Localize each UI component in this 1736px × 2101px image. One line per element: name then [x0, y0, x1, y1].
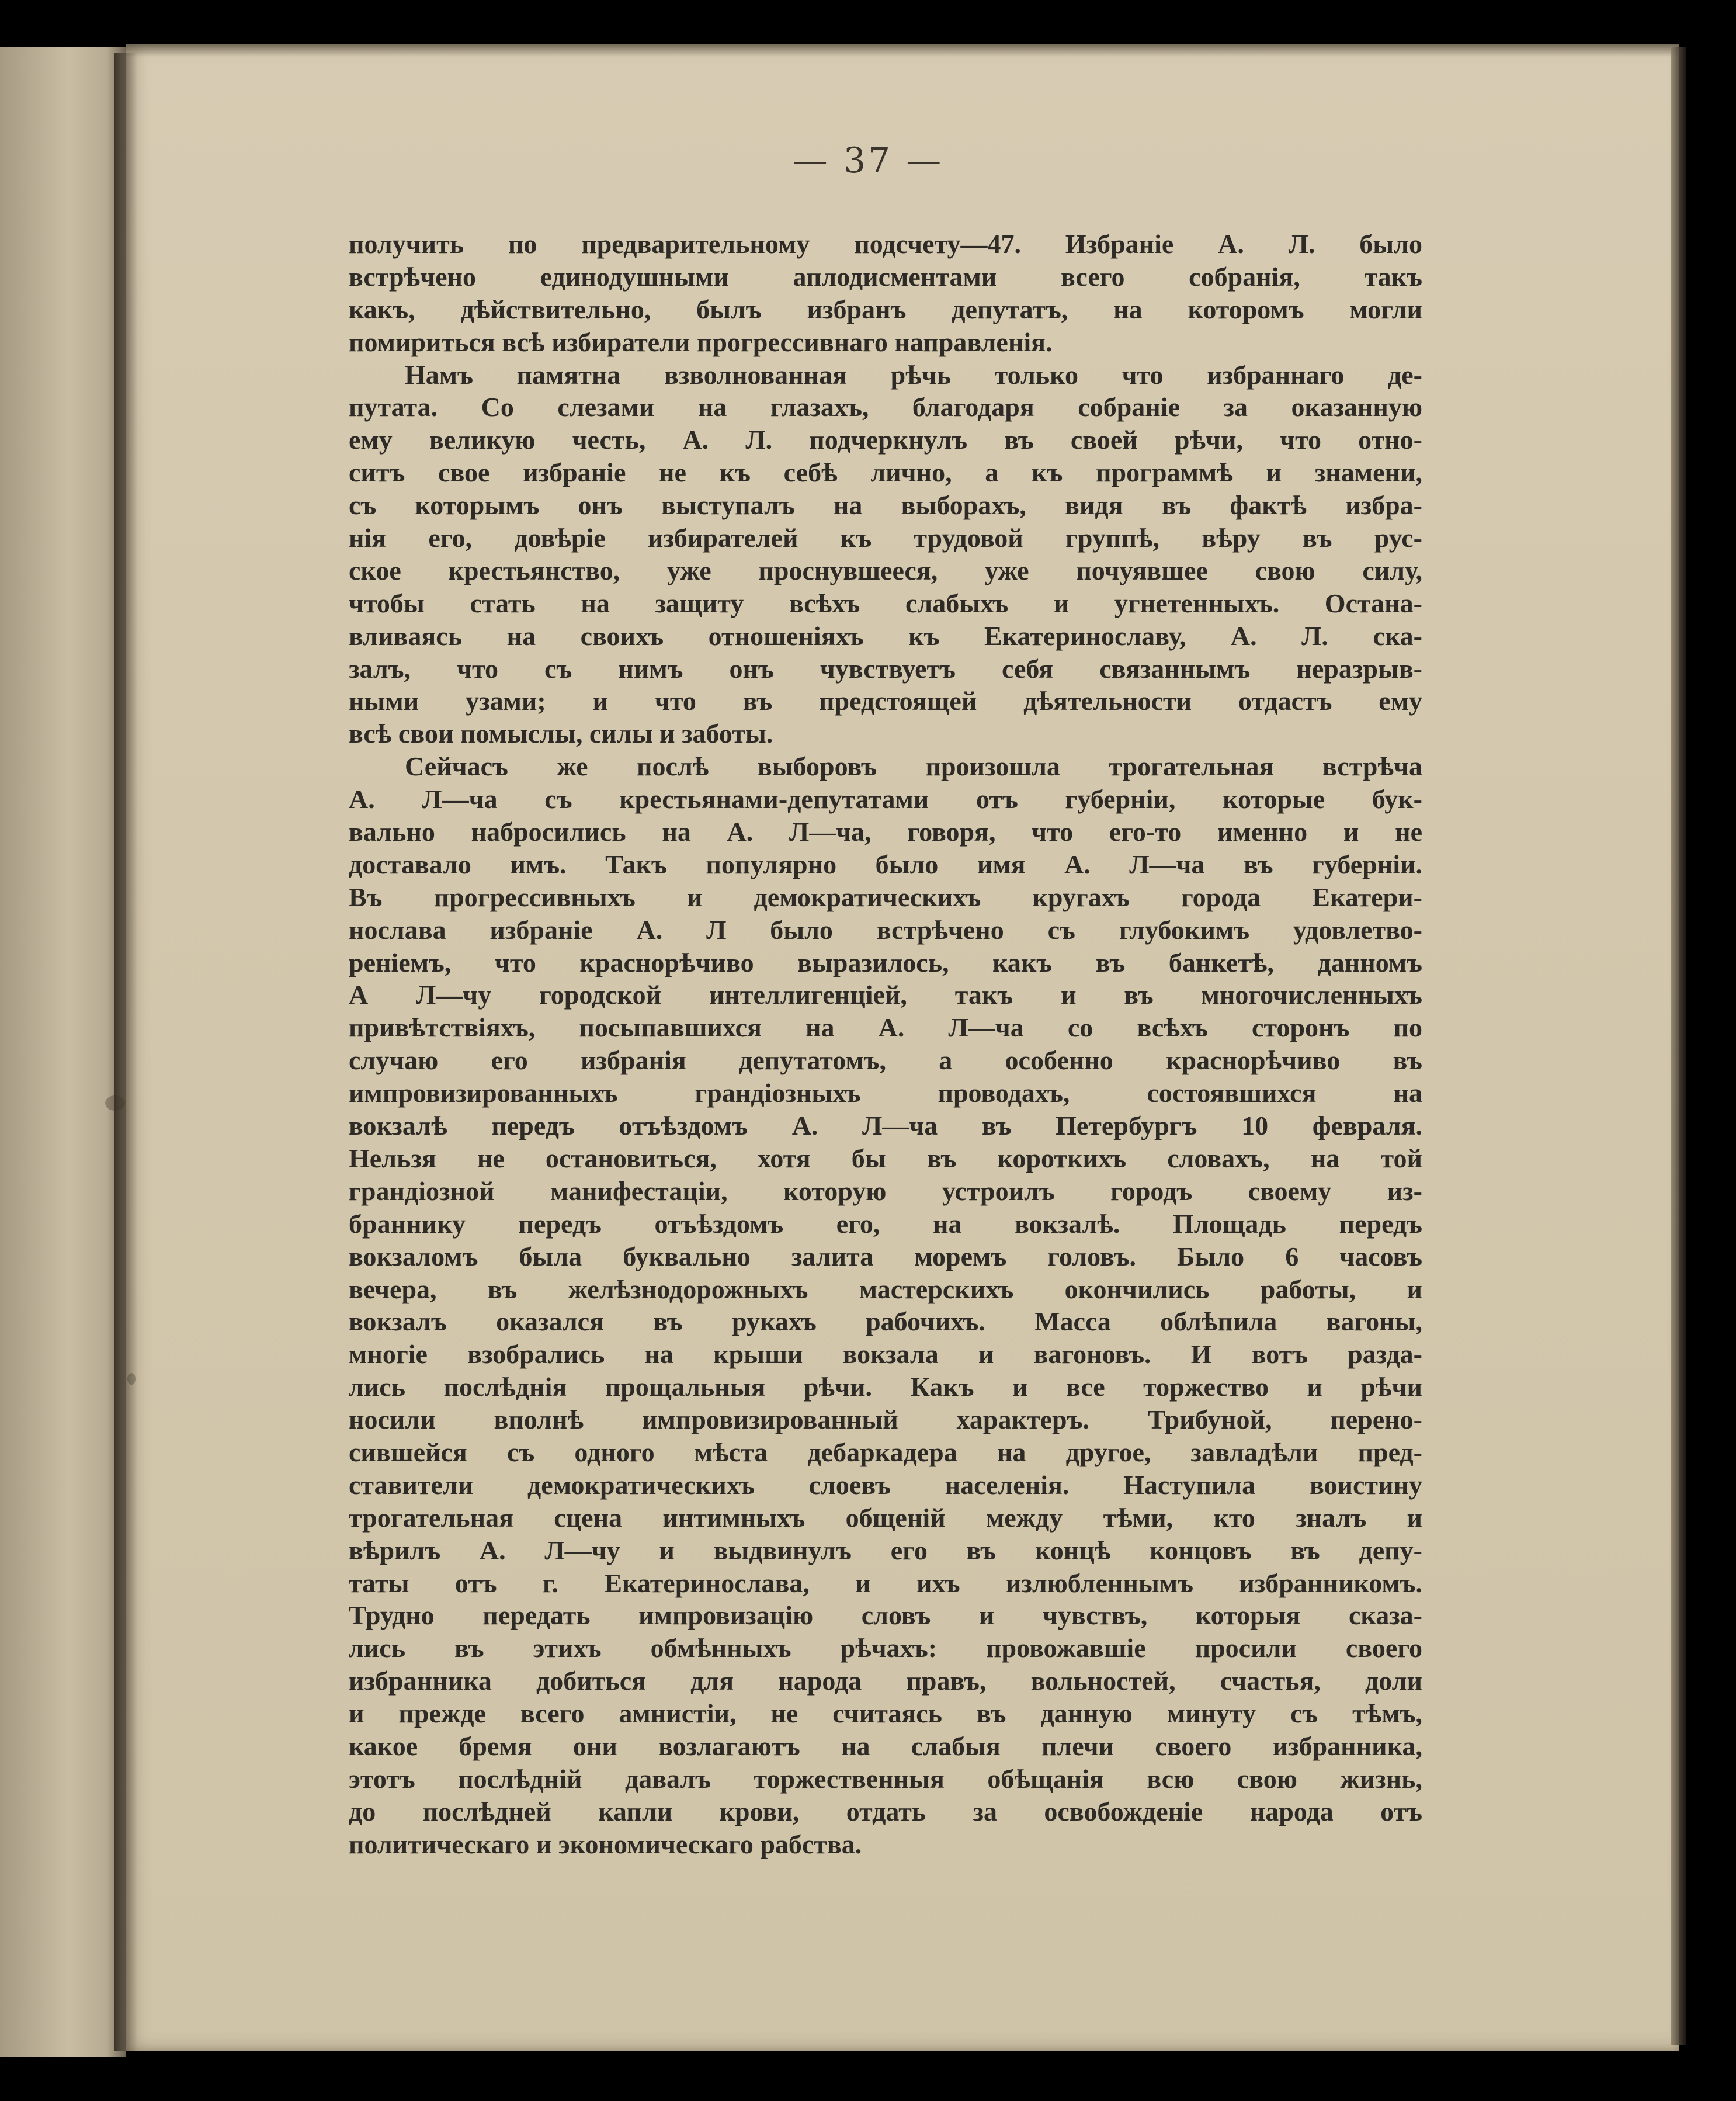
text-line: какое бремя они возлагаютъ на слабыя плечи своего избранника, — [349, 1731, 1422, 1761]
text-line: встрѣчено единодушными аплодисментами всего собранія, такъ — [349, 261, 1422, 292]
text-line: ему великую честь, А. Л. подчеркнулъ въ своей рѣчи, что отно- — [349, 425, 1422, 455]
text-line: вечера, въ желѣзнодорожныхъ мастерскихъ окончились работы, и — [349, 1274, 1422, 1304]
paragraph — [349, 228, 1422, 359]
ink-smudge — [105, 1095, 125, 1111]
text-line: вѣрилъ А. Л—чу и выдвинулъ его въ концѣ концовъ въ депу- — [349, 1535, 1422, 1565]
text-line: носили вполнѣ импровизированный характеръ. Трибуной, перено- — [349, 1405, 1422, 1435]
text-line: ными узами; и что въ предстоящей дѣятельности отдастъ ему — [349, 686, 1422, 716]
text-line: многіе взобрались на крыши вокзала и вагоновъ. И вотъ разда- — [349, 1339, 1422, 1370]
text-line: А Л—чу городской интеллигенціей, такъ и въ многочисленныхъ — [349, 980, 1422, 1010]
text-line: вокзалъ оказался въ рукахъ рабочихъ. Масса облѣпила вагоны, — [349, 1306, 1422, 1337]
text-line: чтобы стать на защиту всѣхъ слабыхъ и угнетенныхъ. Остана- — [349, 588, 1422, 618]
text-line: Трудно передать импровизацію словъ и чувствъ, которыя сказа- — [349, 1600, 1422, 1631]
text-line: до послѣдней капли крови, отдать за освобожденіе народа отъ — [349, 1796, 1422, 1826]
text-line: съ которымъ онъ выступалъ на выборахъ, видя въ фактѣ избра- — [349, 490, 1422, 521]
text-line: грандіозной манифестаціи, которую устроилъ городъ своему из- — [349, 1176, 1422, 1206]
text-line: этотъ послѣдній давалъ торжественныя обѣщанія всю свою жизнь, — [349, 1763, 1422, 1794]
text-line: какъ, дѣйствительно, былъ избранъ депутатъ, на которомъ могли — [349, 294, 1422, 324]
paragraph — [349, 750, 1422, 1860]
text-line: нія его, довѣріе избирателей къ трудовой группѣ, вѣру въ рус- — [349, 523, 1422, 553]
text-line: ставители демократическихъ слоевъ населенія. Наступила воистину — [349, 1469, 1422, 1500]
text-line: вокзалѣ передъ отъѣздомъ А. Л—ча въ Петербургъ 10 февраля. — [349, 1111, 1422, 1141]
spine-shadow — [114, 53, 137, 2051]
paragraph — [349, 359, 1422, 751]
left-page-edge — [0, 47, 126, 2057]
ink-smudge — [127, 1373, 136, 1385]
text-line: получить по предварительному подсчету—47. Избраніе А. Л. было — [349, 229, 1422, 259]
text-line: А. Л—ча съ крестьянами-депутатами отъ губерніи, которые бук- — [349, 784, 1422, 814]
text-line: лись въ этихъ обмѣнныхъ рѣчахъ: провожавшіе просили своего — [349, 1633, 1422, 1663]
body-text — [349, 228, 1422, 1861]
text-line: вально набросились на А. Л—ча, говоря, что его-то именно и не — [349, 817, 1422, 847]
text-line: залъ, что съ нимъ онъ чувствуетъ себя связаннымъ неразрыв- — [349, 653, 1422, 684]
text-line: Намъ памятна взволнованная рѣчь только что избраннаго де- — [405, 359, 1422, 390]
text-line: и прежде всего амнистіи, не считаясь въ данную минуту съ тѣмъ, — [349, 1698, 1422, 1729]
text-line: случаю его избранія депутатомъ, а особенно краснорѣчиво въ — [349, 1045, 1422, 1076]
text-line: трогательная сцена интимныхъ общеній между тѣми, кто зналъ и — [349, 1502, 1422, 1533]
text-line: таты отъ г. Екатеринослава, и ихъ излюбленнымъ избранникомъ. — [349, 1568, 1422, 1598]
text-line: Въ прогрессивныхъ и демократическихъ кругахъ города Екатери- — [349, 882, 1422, 912]
page-right-edge — [1671, 47, 1686, 2045]
text-line: Нельзя не остановиться, хотя бы въ короткихъ словахъ, на той — [349, 1143, 1422, 1173]
text-line: привѣтствіяхъ, посыпавшихся на А. Л—ча со всѣхъ сторонъ по — [349, 1013, 1422, 1043]
text-line: лись послѣднія прощальныя рѣчи. Какъ и все торжество и рѣчи — [349, 1372, 1422, 1402]
text-line: вливаясь на своихъ отношеніяхъ къ Екатеринославу, А. Л. ска- — [349, 620, 1422, 651]
text-line: ское крестьянство, уже проснувшееся, уже почуявшее свою силу, — [349, 555, 1422, 585]
page-number: — 37 — — [792, 140, 944, 181]
text-line: избранника добиться для народа правъ, вольностей, счастья, доли — [349, 1666, 1422, 1696]
text-line: реніемъ, что краснорѣчиво выразилось, какъ въ банкетѣ, данномъ — [349, 947, 1422, 977]
text-line: политическаго и экономическаго рабства. — [349, 1829, 862, 1859]
text-line: импровизированныхъ грандіозныхъ проводахъ, состоявшихся на — [349, 1078, 1422, 1108]
text-line: помириться всѣ избиратели прогрессивнаго направленія. — [349, 327, 1053, 357]
text-line: доставало имъ. Такъ популярно было имя А. Л—ча въ губерніи. — [349, 849, 1422, 879]
text-line: сившейся съ одного мѣста дебаркадера на другое, завладѣли пред- — [349, 1437, 1422, 1467]
text-line: всѣ свои помыслы, силы и заботы. — [349, 719, 773, 749]
text-line: браннику передъ отъѣздомъ его, на вокзалѣ. Площадь передъ — [349, 1208, 1422, 1239]
text-line: путата. Со слезами на глазахъ, благодаря собраніе за оказанную — [349, 392, 1422, 422]
text-line: нослава избраніе А. Л было встрѣчено съ глубокимъ удовлетво- — [349, 914, 1422, 945]
text-line: ситъ свое избраніе не къ себѣ лично, а къ программѣ и знамени, — [349, 457, 1422, 488]
text-line: вокзаломъ была буквально залита моремъ головъ. Было 6 часовъ — [349, 1241, 1422, 1271]
page-top-edge — [126, 44, 1679, 57]
text-line: Сейчасъ же послѣ выборовъ произошла трогательная встрѣча — [405, 751, 1422, 782]
